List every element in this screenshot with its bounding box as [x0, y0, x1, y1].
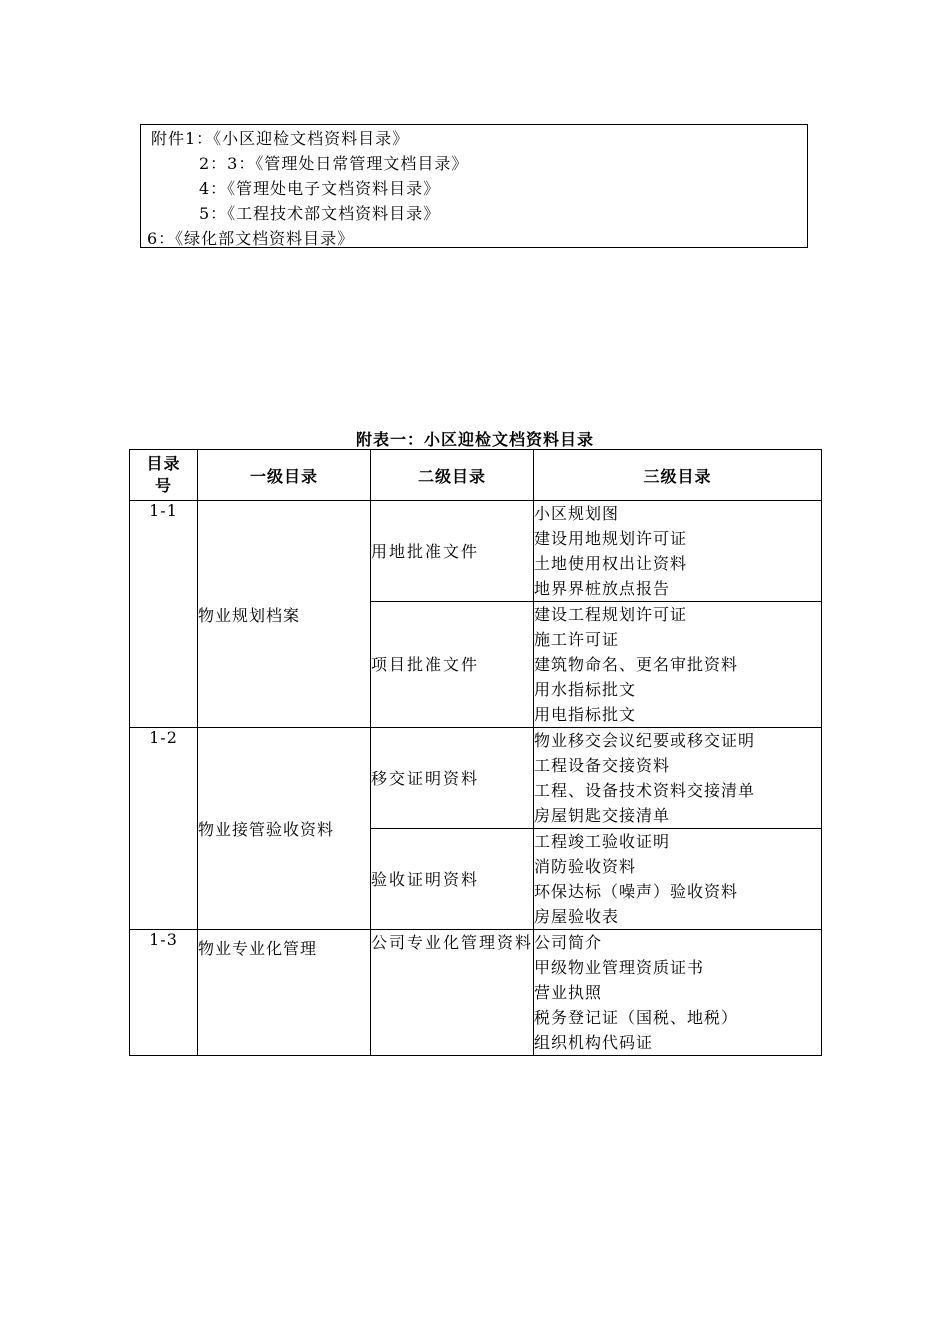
level2-cell: 项目批准文件 — [371, 602, 534, 728]
level3-item: 用水指标批文 — [534, 680, 637, 699]
attachment-line-4: 5：《工程技术部文档资料目录》 — [199, 204, 441, 223]
level3-item: 税务登记证（国税、地税） — [534, 1008, 739, 1027]
level3-cell — [534, 501, 822, 602]
attachment-line-3: 4：《管理处电子文档资料目录》 — [199, 179, 441, 198]
level3-item: 地界界桩放点报告 — [534, 579, 671, 598]
level2-cell: 用地批准文件 — [371, 501, 534, 602]
header-level2: 二级目录 — [371, 450, 534, 501]
level2-cell: 验收证明资料 — [371, 829, 534, 930]
level3-item: 建设工程规划许可证 — [534, 605, 688, 624]
attachment-list-box — [140, 124, 808, 248]
header-level3: 三级目录 — [534, 450, 822, 501]
level3-item: 营业执照 — [534, 983, 603, 1002]
table-row — [130, 930, 822, 1056]
level3-item: 施工许可证 — [534, 630, 620, 649]
level3-cell — [534, 930, 822, 1056]
table-title: 附表一：小区迎检文档资料目录 — [355, 430, 594, 449]
header-catalog-no-line1: 目录 — [146, 454, 181, 473]
level3-item: 工程设备交接资料 — [534, 756, 671, 775]
level3-item: 物业移交会议纪要或移交证明 — [534, 731, 756, 750]
level3-item: 建设用地规划许可证 — [534, 529, 688, 548]
attachment-line-5: 6：《绿化部文档资料目录》 — [147, 229, 355, 248]
level3-cell — [534, 728, 822, 829]
level1-cell: 物业专业化管理 — [198, 930, 371, 1056]
level3-item: 房屋钥匙交接清单 — [534, 806, 671, 825]
level3-item: 消防验收资料 — [534, 857, 637, 876]
level3-item: 用电指标批文 — [534, 705, 637, 724]
level3-item: 工程竣工验收证明 — [534, 832, 671, 851]
level2-cell: 公司专业化管理资料 — [371, 930, 534, 1056]
level2-cell: 移交证明资料 — [371, 728, 534, 829]
attachment-line-1: 附件1：《小区迎检文档资料目录》 — [151, 129, 410, 148]
attachment-line-2: 2：3：《管理处日常管理文档目录》 — [199, 154, 469, 173]
level3-item: 工程、设备技术资料交接清单 — [534, 781, 756, 800]
header-catalog-no — [130, 450, 198, 501]
level3-item: 甲级物业管理资质证书 — [534, 958, 705, 977]
header-catalog-no-line2: 号 — [154, 476, 172, 495]
table-row — [130, 728, 822, 829]
level3-item: 环保达标（噪声）验收资料 — [534, 882, 739, 901]
level3-item: 房屋验收表 — [534, 907, 620, 926]
catalog-table — [129, 449, 822, 1056]
level1-cell: 物业接管验收资料 — [198, 728, 371, 930]
header-level1: 一级目录 — [198, 450, 371, 501]
level3-item: 组织机构代码证 — [534, 1033, 654, 1052]
catalog-no-cell: 1-1 — [130, 501, 198, 728]
level3-item: 建筑物命名、更名审批资料 — [534, 655, 739, 674]
level3-item: 小区规划图 — [534, 504, 620, 523]
level1-cell: 物业规划档案 — [198, 501, 371, 728]
table-row — [130, 501, 822, 602]
level3-cell — [534, 602, 822, 728]
level3-item: 土地使用权出让资料 — [534, 554, 688, 573]
level3-item: 公司简介 — [534, 933, 603, 952]
catalog-no-cell: 1-3 — [130, 930, 198, 1056]
level3-cell — [534, 829, 822, 930]
catalog-no-cell: 1-2 — [130, 728, 198, 930]
table-header-row — [130, 450, 822, 501]
